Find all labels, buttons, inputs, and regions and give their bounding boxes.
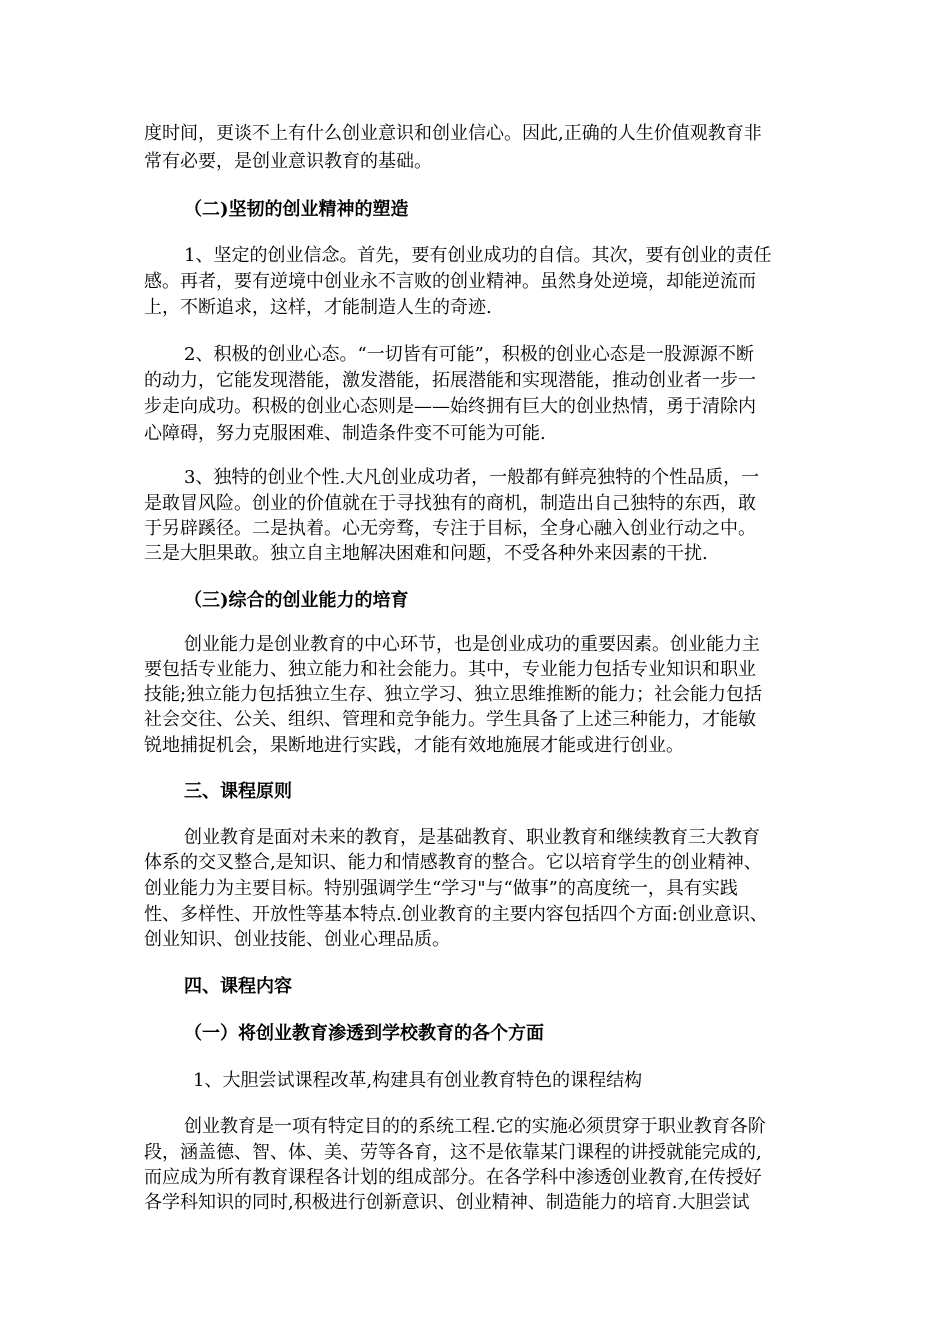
paragraph-line: 上，不断追求，这样，才能制造人生的奇迹. <box>144 297 492 318</box>
paragraph-line: 度时间，更谈不上有什么创业意识和创业信心。因此,正确的人生价值观教育非 <box>144 123 762 144</box>
paragraph-line: 步走向成功。积极的创业心态则是——始终拥有巨大的创业热情，勇于清除内 <box>144 396 756 417</box>
section-heading: （二)坚韧的创业精神的塑造 <box>184 199 409 220</box>
paragraph-line: 而应成为所有教育课程各计划的组成部分。在各学科中渗透创业教育,在传授好 <box>144 1167 762 1188</box>
paragraph-line: 创业能力为主要目标。特别强调学生“学习"与“做事”的高度统一，具有实践 <box>144 878 738 899</box>
paragraph-line: 感。再者，要有逆境中创业永不言败的创业精神。虽然身处逆境，却能逆流而 <box>144 271 756 292</box>
section-heading: （三)综合的创业能力的培育 <box>184 590 409 611</box>
subsection-heading: 1、大胆尝试课程改革,构建具有创业教育特色的课程结构 <box>193 1070 643 1091</box>
subsection-heading: （一）将创业教育渗透到学校教育的各个方面 <box>184 1023 544 1044</box>
paragraph-line: 创业教育是一项有特定目的的系统工程.它的实施必须贯穿于职业教育各阶 <box>184 1116 766 1137</box>
paragraph-line: 于另辟蹊径。二是执着。心无旁骛，专注于目标，全身心融入创业行动之中。 <box>144 518 756 539</box>
section-heading: 三、课程原则 <box>184 781 292 802</box>
paragraph-line: 1、坚定的创业信念。首先，要有创业成功的自信。其次，要有创业的责任 <box>184 245 772 266</box>
paragraph-line: 三是大胆果敢。独立自主地解决困难和问题，不受各种外来因素的干扰. <box>144 543 708 564</box>
paragraph-line: 创业教育是面对未来的教育，是基础教育、职业教育和继续教育三大教育 <box>184 827 760 848</box>
paragraph-line: 2、积极的创业心态。“一切皆有可能”，积极的创业心态是一股源源不断 <box>184 344 754 365</box>
section-heading: 四、课程内容 <box>184 976 292 997</box>
paragraph-line: 的动力，它能发现潜能，激发潜能，拓展潜能和实现潜能，推动创业者一步一 <box>144 370 756 391</box>
paragraph-line: 锐地捕捉机会，果断地进行实践，才能有效地施展才能或进行创业。 <box>144 735 684 756</box>
paragraph-line: 是敢冒风险。创业的价值就在于寻找独有的商机，制造出自己独特的东西，敢 <box>144 493 756 514</box>
paragraph-line: 技能;独立能力包括独立生存、独立学习、独立思维推断的能力；社会能力包括 <box>144 684 763 705</box>
paragraph-line: 创业能力是创业教育的中心环节，也是创业成功的重要因素。创业能力主 <box>184 634 760 655</box>
paragraph-line: 体系的交叉整合,是知识、能力和情感教育的整合。它以培育学生的创业精神、 <box>144 852 762 873</box>
paragraph-line: 要包括专业能力、独立能力和社会能力。其中，专业能力包括专业知识和职业 <box>144 659 756 680</box>
paragraph-line: 性、多样性、开放性等基本特点.创业教育的主要内容包括四个方面:创业意识、 <box>144 904 768 925</box>
paragraph-line: 各学科知识的同时,积极进行创新意识、创业精神、制造能力的培育.大胆尝试 <box>144 1192 750 1213</box>
paragraph-line: 段，涵盖德、智、体、美、劳等各育，这不是依靠某门课程的讲授就能完成的, <box>144 1142 762 1163</box>
paragraph-line: 创业知识、创业技能、创业心理品质。 <box>144 929 450 950</box>
paragraph-line: 3、独特的创业个性.大凡创业成功者，一般都有鲜亮独特的个性品质，一 <box>184 467 760 488</box>
paragraph-line: 社会交往、公关、组织、管理和竞争能力。学生具备了上述三种能力，才能敏 <box>144 709 756 730</box>
paragraph-line: 心障碍，努力克服困难、制造条件变不可能为可能. <box>144 423 546 444</box>
paragraph-line: 常有必要，是创业意识教育的基础。 <box>144 151 432 172</box>
